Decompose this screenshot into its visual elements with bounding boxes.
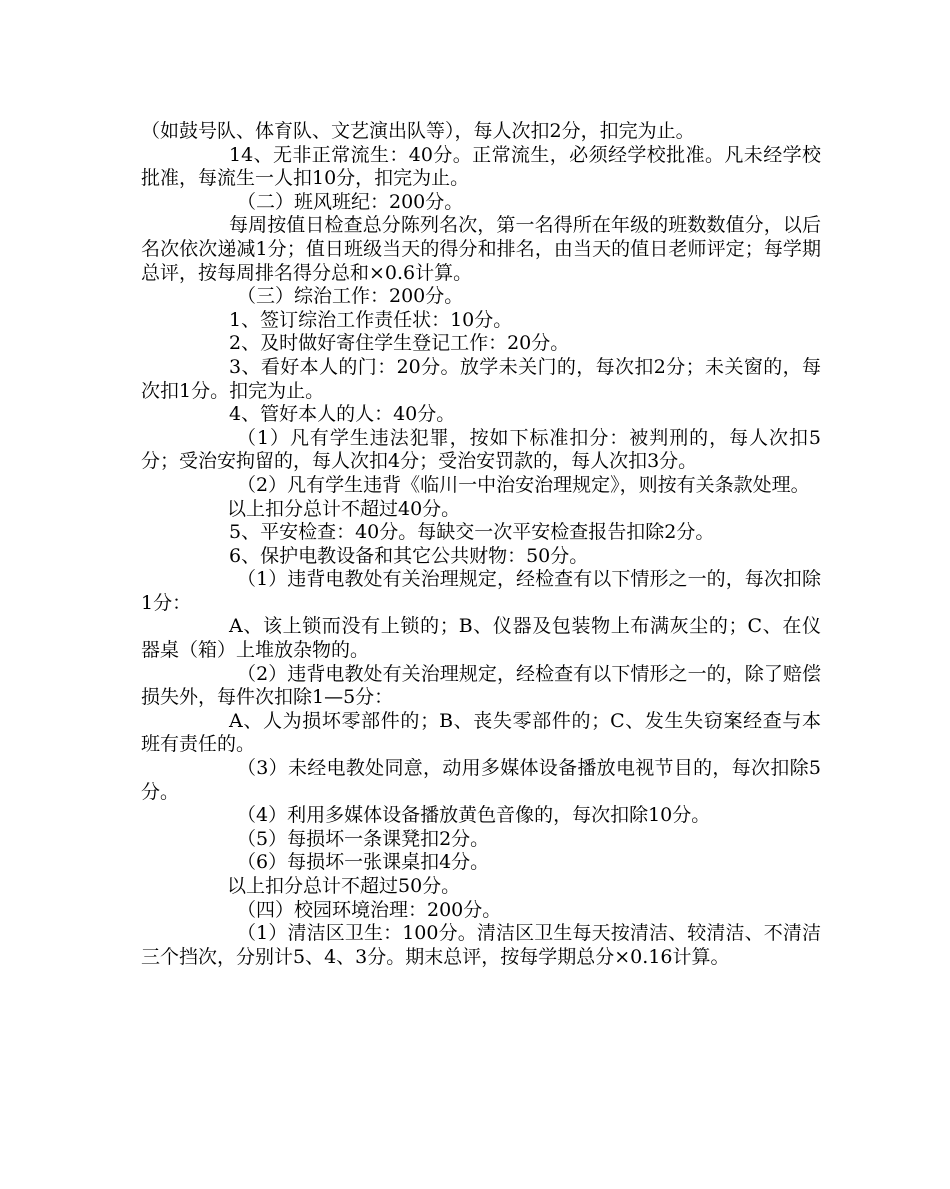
paragraph: （二）班风班纪：200分。 <box>237 190 464 213</box>
paragraph: （4）利用多媒体设备播放黄色音像的，每次扣除10分。 <box>237 804 711 827</box>
paragraph: （1）违背电教处有关治理规定，经检查有以下情形之一的，每次扣除1分： <box>141 568 821 614</box>
paragraph: 每周按值日检查总分陈列名次，第一名得所在年级的班数数值分，以后名次依次递减1分；值日班级当天的得分和排名，由当天的值日老师评定；每学期总评，按每周排名得分总和×0.6计算。 <box>141 214 821 284</box>
paragraph: （3）未经电教处同意，动用多媒体设备播放电视节目的，每次扣除5分。 <box>141 757 821 803</box>
paragraph: 2、及时做好寄住学生登记工作：20分。 <box>229 332 570 355</box>
paragraph: 1、签订综治工作责任状：10分。 <box>229 308 513 331</box>
paragraph: 6、保护电教设备和其它公共财物：50分。 <box>229 544 589 567</box>
paragraph: （如鼓号队、体育队、文艺演出队等），每人次扣2分，扣完为止。 <box>141 120 695 142</box>
paragraph: （1）凡有学生违法犯罪，按如下标准扣分：被判刑的，每人次扣5分；受治安拘留的，每人次扣4分；受治安罚款的，每人次扣3分。 <box>141 426 821 473</box>
paragraph: （6）每损坏一张课桌扣4分。 <box>237 851 490 874</box>
paragraph: （2）凡有学生违背《临川一中治安治理规定》，则按有关条款处理。 <box>237 473 810 496</box>
paragraph: 5、平安检查：40分。每缺交一次平安检查报告扣除2分。 <box>229 521 715 544</box>
paragraph: 3、看好本人的门：20分。放学未关门的，每次扣2分；未关窗的，每次扣1分。扣完为止。 <box>141 355 821 402</box>
paragraph: A、该上锁而没有上锁的；B、仪器及包装物上布满灰尘的；C、在仪器桌（箱）上堆放杂物的。 <box>141 615 821 662</box>
paragraph: （2）违背电教处有关治理规定，经检查有以下情形之一的，除了赔偿损失外，每件次扣除1—5分： <box>141 662 821 709</box>
paragraph: 以上扣分总计不超过40分。 <box>227 497 461 520</box>
paragraph: 以上扣分总计不超过50分。 <box>227 875 461 897</box>
paragraph: （四）校园环境治理：200分。 <box>237 898 502 921</box>
paragraph: A、人为损坏零部件的；B、丧失零部件的；C、发生失窃案经查与本班有责任的。 <box>141 709 821 756</box>
paragraph: （三）综治工作：200分。 <box>237 285 464 308</box>
paragraph: （5）每损坏一条课凳扣2分。 <box>237 827 490 850</box>
document-body <box>141 120 821 969</box>
paragraph: 4、管好本人的人：40分。 <box>229 403 456 426</box>
paragraph: 14、无非正常流生：40分。正常流生，必须经学校批准。凡未经学校批准，每流生一人扣10分，扣完为止。 <box>141 143 821 190</box>
paragraph: （1）清洁区卫生：100分。清洁区卫生每天按清洁、较清洁、不清洁三个挡次，分别计5、4、3分。期末总评，按每学期总分×0.16计算。 <box>141 922 821 968</box>
